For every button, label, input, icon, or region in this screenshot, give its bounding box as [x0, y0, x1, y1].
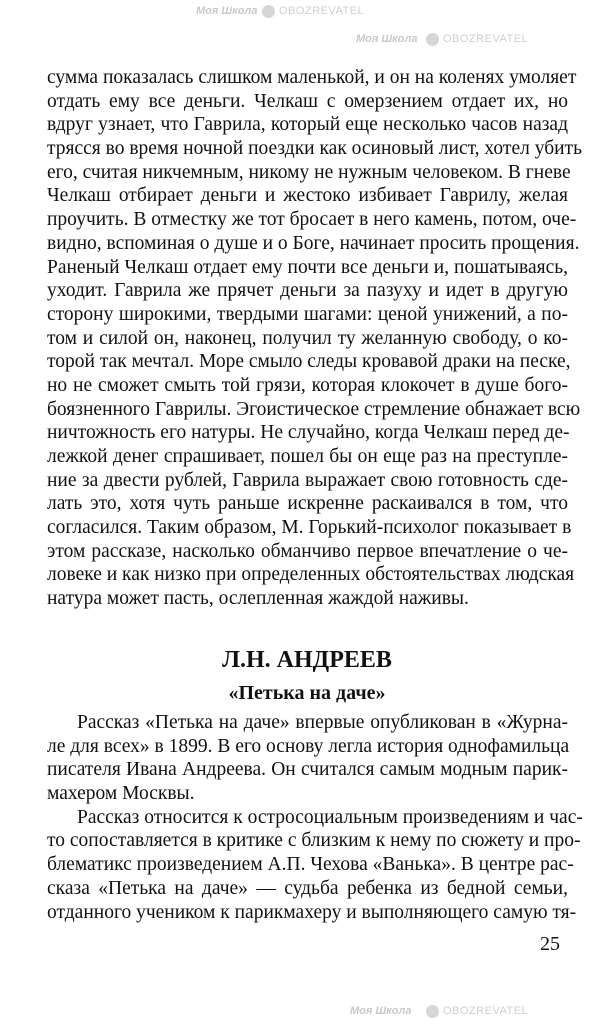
text-line: ничтожность его натуры. Не случайно, когда Челкаш перед де- — [47, 422, 570, 444]
text-line: лежкой денег спрашивает, пошел бы он еще раз на преступле- — [47, 446, 568, 467]
watermark-school: Моя Школа — [356, 33, 418, 45]
text-line: то сопоставляется в критике с близким к нему по сюжету и про- — [47, 830, 581, 852]
watermark-oboz: OBOZREVATEL — [426, 32, 528, 46]
text-line: блематикс произведением А.П. Чехова «Ванька». В центре рас- — [47, 854, 574, 876]
text-line: Челкаш отбирает деньги и жестоко избивает Гаврилу, желая — [47, 185, 568, 207]
section-subheading-title: «Петька на даче» — [228, 682, 386, 704]
text-line: махером Москвы. — [47, 783, 195, 805]
text-line: трясся во время ночной поездки как осиновый лист, хотел убить — [47, 138, 582, 160]
text-line: уходит. Гаврила же прячет деньги за пазуху и идет в другую — [47, 280, 568, 302]
text-line: отданного учеником к парикмахеру и выполняющего самую тя- — [47, 901, 577, 923]
text-line: боязненного Гаврилы. Эгоистическое стремление обнажает всю — [47, 398, 581, 420]
watermark-oboz: OBOZREVATEL — [262, 4, 364, 18]
section-heading-author: Л.Н. АНДРЕЕВ — [222, 647, 392, 673]
text-line: сказа «Петька на даче» — судьба ребенка из бедной семьи, — [47, 877, 568, 899]
text-line: сумма показалась слишком маленькой, и он на коленях умоляет — [47, 67, 577, 88]
text-line: ловеке и как низко при определенных обстоятельствах людская — [47, 564, 575, 586]
text-line: согласился. Таким образом, М. Горький-психолог показывает в — [47, 517, 572, 539]
text-line: писателя Ивана Андреева. Он считался самым модным парик- — [47, 759, 568, 781]
text-line: лать это, хотя чуть раньше искренне раскаивался в том, что — [47, 493, 568, 515]
text-line: сторону широкими, твердыми шагами: ценой унижений, а по- — [47, 303, 568, 325]
watermark-oboz: OBOZREVATEL — [426, 1004, 528, 1018]
watermark-school: Моя Школа — [350, 1005, 412, 1017]
paragraph-chelkash-summary — [47, 66, 582, 611]
text-line: его, считая никчемным, никому не нужным человеком. В гневе — [47, 161, 571, 183]
text-line: Раненый Челкаш отдает ему почти все деньги и, пошатываясь, — [47, 256, 568, 278]
section-andreev-body — [47, 711, 583, 924]
text-line: ле для всех» в 1899. В его основу легла история однофамильца — [47, 735, 570, 757]
text-line: этом рассказе, насколько обманчиво первое впечатление о че- — [47, 540, 568, 562]
text-line: ние за двести рублей, Гаврила выражает свою готовность сде- — [47, 469, 568, 491]
text-line: Рассказ «Петька на даче» впервые опубликован в «Журна- — [77, 712, 568, 733]
text-line: но не сможет смыть той грязи, которая клокочет в душе бого- — [47, 374, 568, 396]
text-line: видно, вспоминая о душе и о Боге, начинает просить прощения. — [47, 232, 580, 254]
text-line: торой так мечтал. Море смыло следы кровавой драки на песке, — [47, 351, 571, 373]
page-number: 25 — [540, 933, 560, 955]
text-line: отдать ему все деньги. Челкаш с омерзением отдает их, но — [47, 90, 568, 112]
text-line: проучить. В отместку же тот бросает в него камень, потом, оче- — [47, 209, 577, 231]
text-line: Рассказ относится к остросоциальным произведениям и час- — [77, 806, 583, 828]
text-line: натура может пасть, ослепленная жаждой наживы. — [47, 588, 469, 610]
text-line: том и силой он, наконец, получил ту желанную свободу, о ко- — [47, 327, 568, 349]
watermark-school: Моя Школа — [196, 5, 258, 17]
text-line: вдруг узнает, что Гаврила, который еще несколько часов назад — [47, 114, 568, 136]
